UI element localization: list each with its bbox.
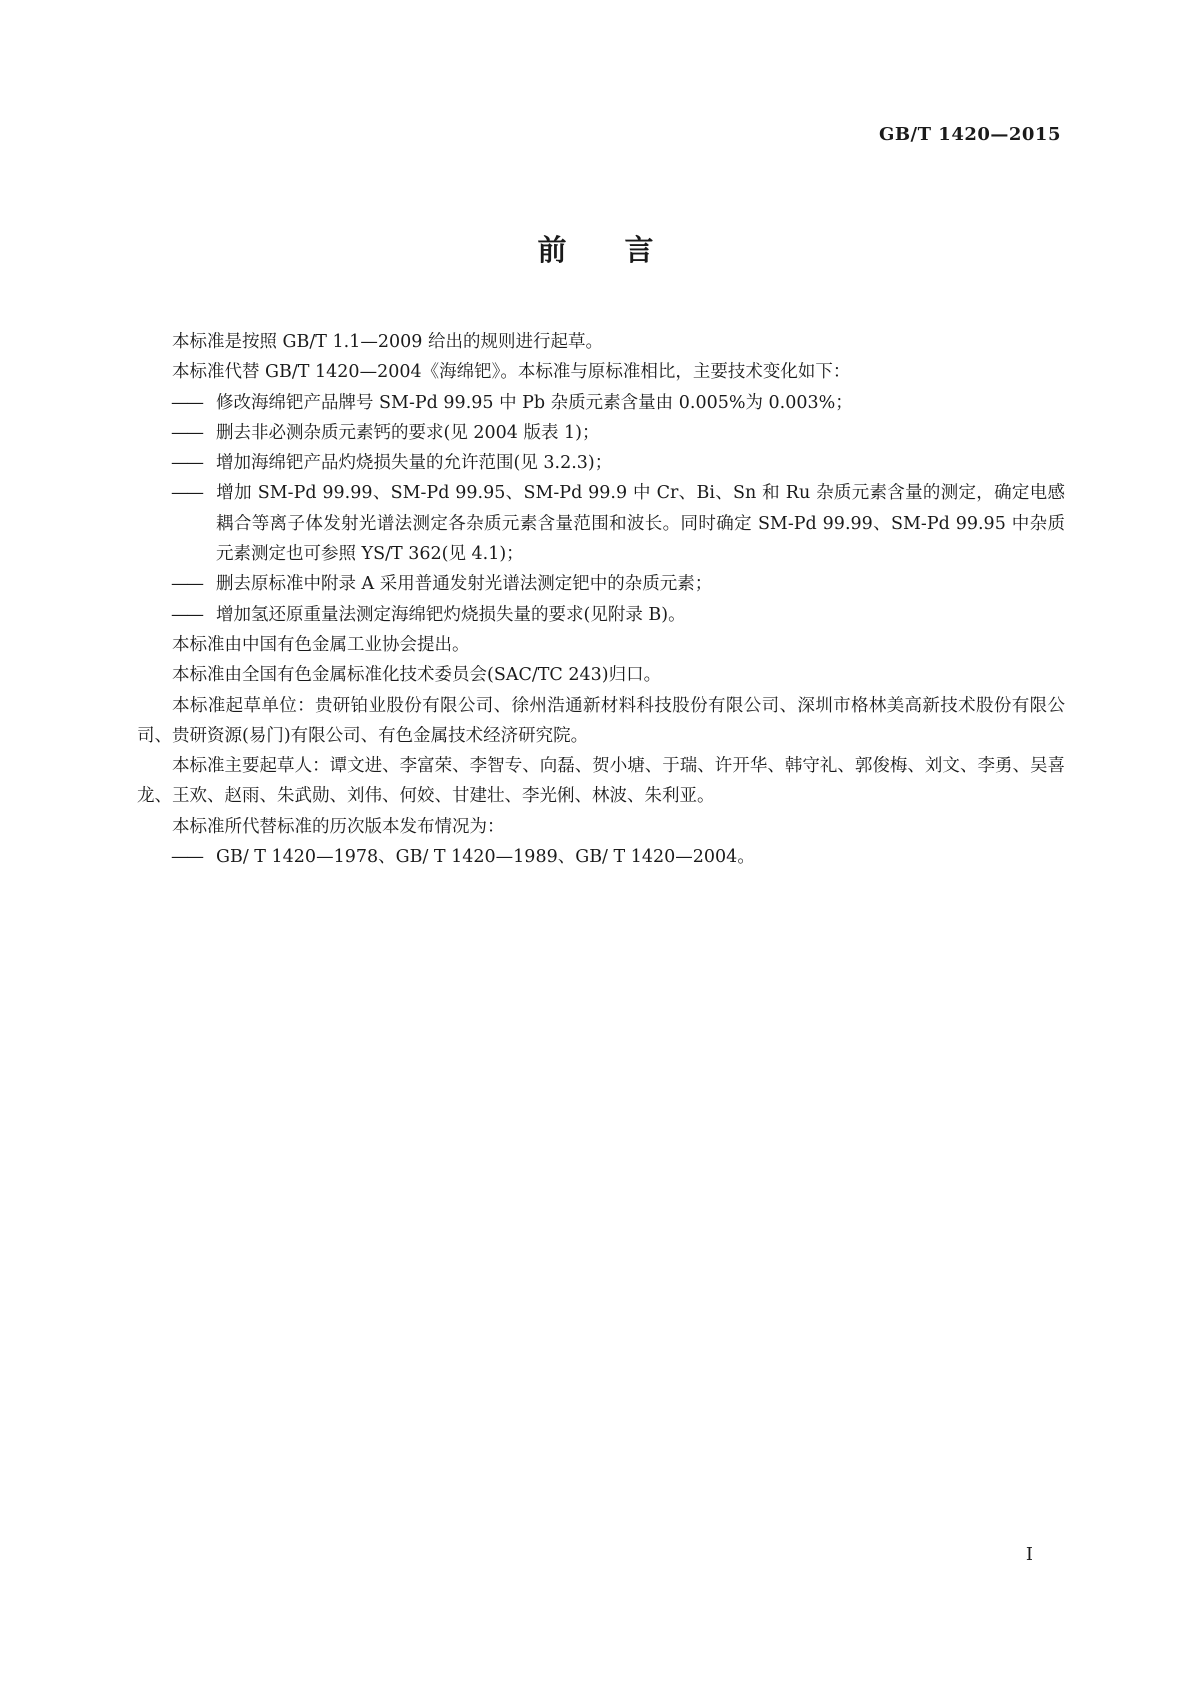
paragraph-drafting-units: 本标准起草单位：贵研铂业股份有限公司、徐州浩通新材料科技股份有限公司、深圳市格林美高新技术股份有限公司、贵研资源(易门)有限公司、有色金属技术经济研究院。 bbox=[137, 695, 1065, 746]
dash-marker: —— bbox=[171, 392, 202, 413]
list-item-text: 删去原标准中附录 A 采用普通发射光谱法测定钯中的杂质元素； bbox=[216, 574, 713, 595]
paragraph-history-intro: 本标准所代替标准的历次版本发布情况为： bbox=[172, 816, 505, 837]
dash-marker: —— bbox=[171, 483, 202, 504]
list-item-text: 删去非必测杂质元素钙的要求(见 2004 版表 1)； bbox=[216, 422, 600, 443]
list-item bbox=[137, 478, 1065, 569]
paragraph-drafting-rules: 本标准是按照 GB/T 1.1—2009 给出的规则进行起草。 bbox=[172, 332, 603, 352]
list-item bbox=[137, 600, 1065, 630]
paragraph-drafters: 本标准主要起草人：谭文进、李富荣、李智专、向磊、贺小塘、于瑞、许开华、韩守礼、郭俊梅、刘文、李勇、吴喜龙、王欢、赵雨、朱武勋、刘伟、何姣、甘建壮、李光俐、林波、朱利亚。 bbox=[137, 756, 1065, 807]
dash-marker: —— bbox=[171, 604, 202, 625]
dash-marker: —— bbox=[171, 847, 202, 868]
page-title bbox=[0, 228, 1191, 269]
list-item bbox=[137, 448, 1065, 478]
dash-marker: —— bbox=[171, 453, 202, 474]
list-item-text: 增加 SM-Pd 99.99、SM-Pd 99.95、SM-Pd 99.9 中 Cr、Bi、Sn 和 Ru 杂质元素含量的测定，确定电感耦合等离子体发射光谱法测定各杂质元素含量范围和波长。同时确定 SM-Pd 99.99、SM-Pd 99.95 中杂质元素测定也可参照 YS/T 362(见 4.1)； bbox=[216, 483, 1065, 565]
list-item-history bbox=[137, 842, 1065, 872]
foreword-body bbox=[137, 327, 1065, 872]
paragraph-replaces: 本标准代替 GB/T 1420—2004《海绵钯》。本标准与原标准相比，主要技术变化如下： bbox=[172, 362, 851, 383]
dash-marker: —— bbox=[171, 574, 202, 595]
paragraph-centralized-by: 本标准由全国有色金属标准化技术委员会(SAC/TC 243)归口。 bbox=[172, 665, 662, 686]
list-item-text: 增加海绵钯产品灼烧损失量的允许范围(见 3.2.3)； bbox=[216, 453, 613, 474]
standard-number: GB/T 1420—2015 bbox=[878, 124, 1061, 145]
dash-marker: —— bbox=[171, 422, 202, 443]
paragraph-proposed-by: 本标准由中国有色金属工业协会提出。 bbox=[172, 634, 470, 655]
list-item bbox=[137, 388, 1065, 418]
title-char-2: 言 bbox=[624, 233, 654, 267]
list-item-text: 增加氢还原重量法测定海绵钯灼烧损失量的要求(见附录 B)。 bbox=[216, 604, 686, 625]
list-item bbox=[137, 418, 1065, 448]
page-number: I bbox=[1025, 1544, 1033, 1565]
list-item bbox=[137, 569, 1065, 599]
list-item-text: 修改海绵钯产品牌号 SM-Pd 99.95 中 Pb 杂质元素含量由 0.005%为 0.003%； bbox=[216, 392, 853, 413]
title-char-1: 前 bbox=[537, 233, 567, 267]
history-text: GB/ T 1420—1978、GB/ T 1420—1989、GB/ T 1420—2004。 bbox=[216, 847, 755, 868]
